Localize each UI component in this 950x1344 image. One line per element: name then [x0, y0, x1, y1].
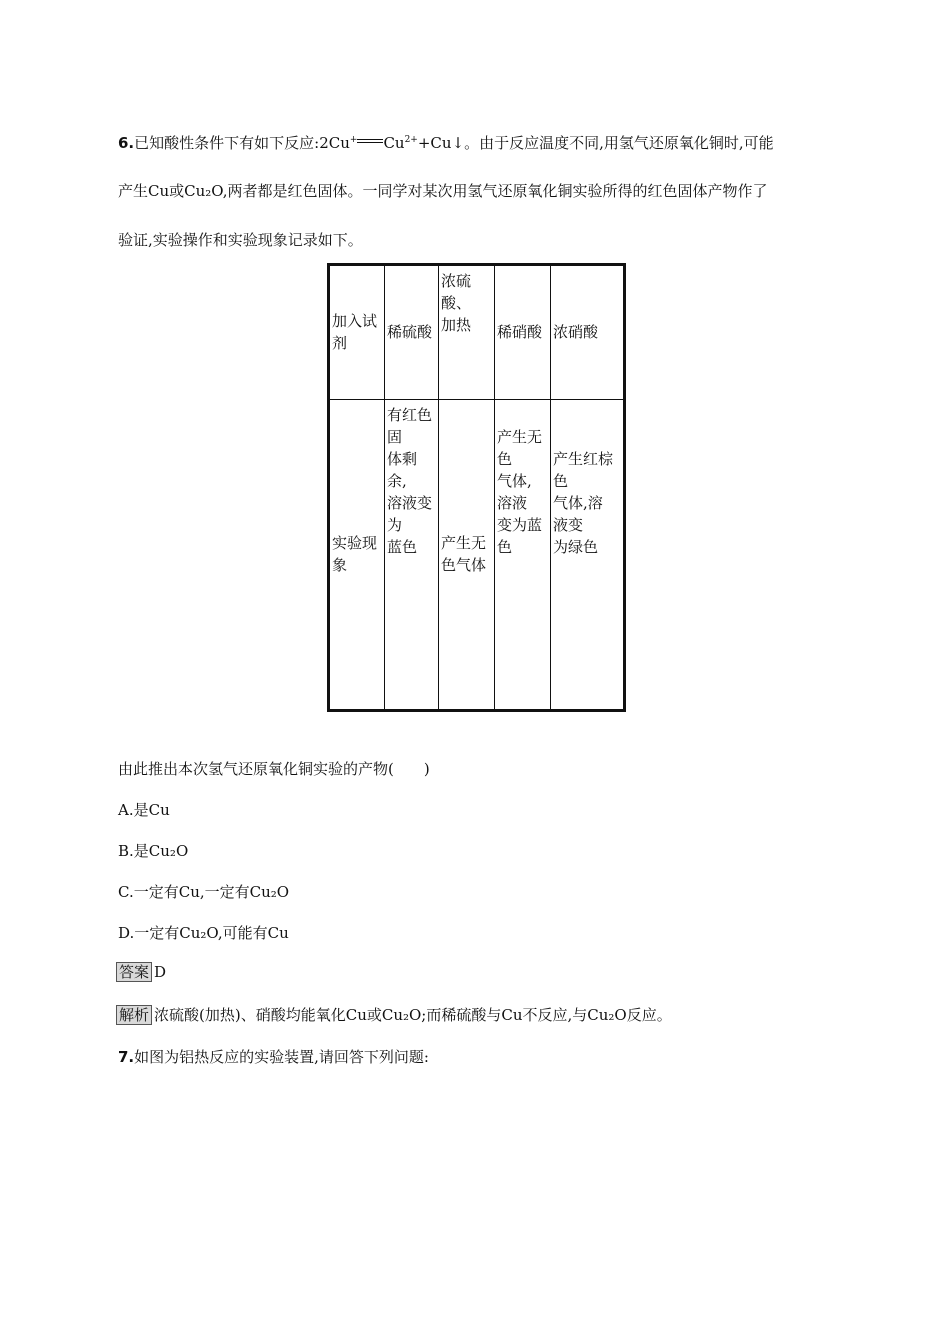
- table-cell: 浓硝酸: [551, 265, 625, 400]
- table-cell: 产生无 色气体: [439, 399, 495, 710]
- option-c: C.一定有Cu,一定有Cu₂O: [118, 883, 290, 901]
- table-row: [329, 399, 625, 710]
- table-cell: 产生红棕 色 气体,溶 液变 为绿色: [551, 399, 625, 710]
- analysis-tag: 解析: [116, 1005, 152, 1025]
- q7-line: 7.如图为铝热反应的实验装置,请回答下列问题:: [118, 1048, 429, 1066]
- table-cell: 加入试 剂: [329, 265, 385, 400]
- answer-tag: 答案: [116, 962, 152, 982]
- option-d: D.一定有Cu₂O,可能有Cu: [118, 924, 289, 942]
- question-number: 7.: [118, 1048, 135, 1066]
- q6-line-1: 6.已知酸性条件下有如下反应:2Cu+ $Cu^{2+}+Cu↓$。由于反应温度不同,用氢气还原氧化铜时,可能: [118, 134, 774, 152]
- analysis-line: [116, 1004, 672, 1025]
- answer-value: D: [154, 963, 167, 981]
- table-cell: 产生无 色 气体, 溶液 变为蓝 色: [495, 399, 551, 710]
- table-cell: 稀硫酸: [385, 265, 439, 400]
- table-cell: 有红色 固 体剩 余, 溶液变 为 蓝色: [385, 399, 439, 710]
- question-number: 6.: [118, 134, 135, 152]
- table-header-row: [329, 265, 625, 400]
- analysis-text: 浓硫酸(加热)、硝酸均能氧化Cu或Cu₂O;而稀硫酸与Cu不反应,与Cu₂O反应。: [154, 1006, 672, 1024]
- equals-sign: [357, 139, 383, 145]
- q6-line-2: 产生Cu或Cu₂O,两者都是红色固体。一同学对某次用氢气还原氧化铜实验所得的红色固体产物作了: [118, 182, 768, 200]
- experiment-table: [327, 263, 626, 712]
- q6-line-3: 验证,实验操作和实验现象记录如下。: [118, 231, 363, 249]
- option-b: B.是Cu₂O: [118, 842, 189, 860]
- answer-line: [116, 962, 166, 982]
- option-a: A.是Cu: [118, 801, 170, 819]
- table-cell: 实验现 象: [329, 399, 385, 710]
- table-cell: 稀硝酸: [495, 265, 551, 400]
- question-stem: 由此推出本次氢气还原氧化铜实验的产物( ): [118, 760, 430, 778]
- table-cell: 浓硫 酸、 加热: [439, 265, 495, 400]
